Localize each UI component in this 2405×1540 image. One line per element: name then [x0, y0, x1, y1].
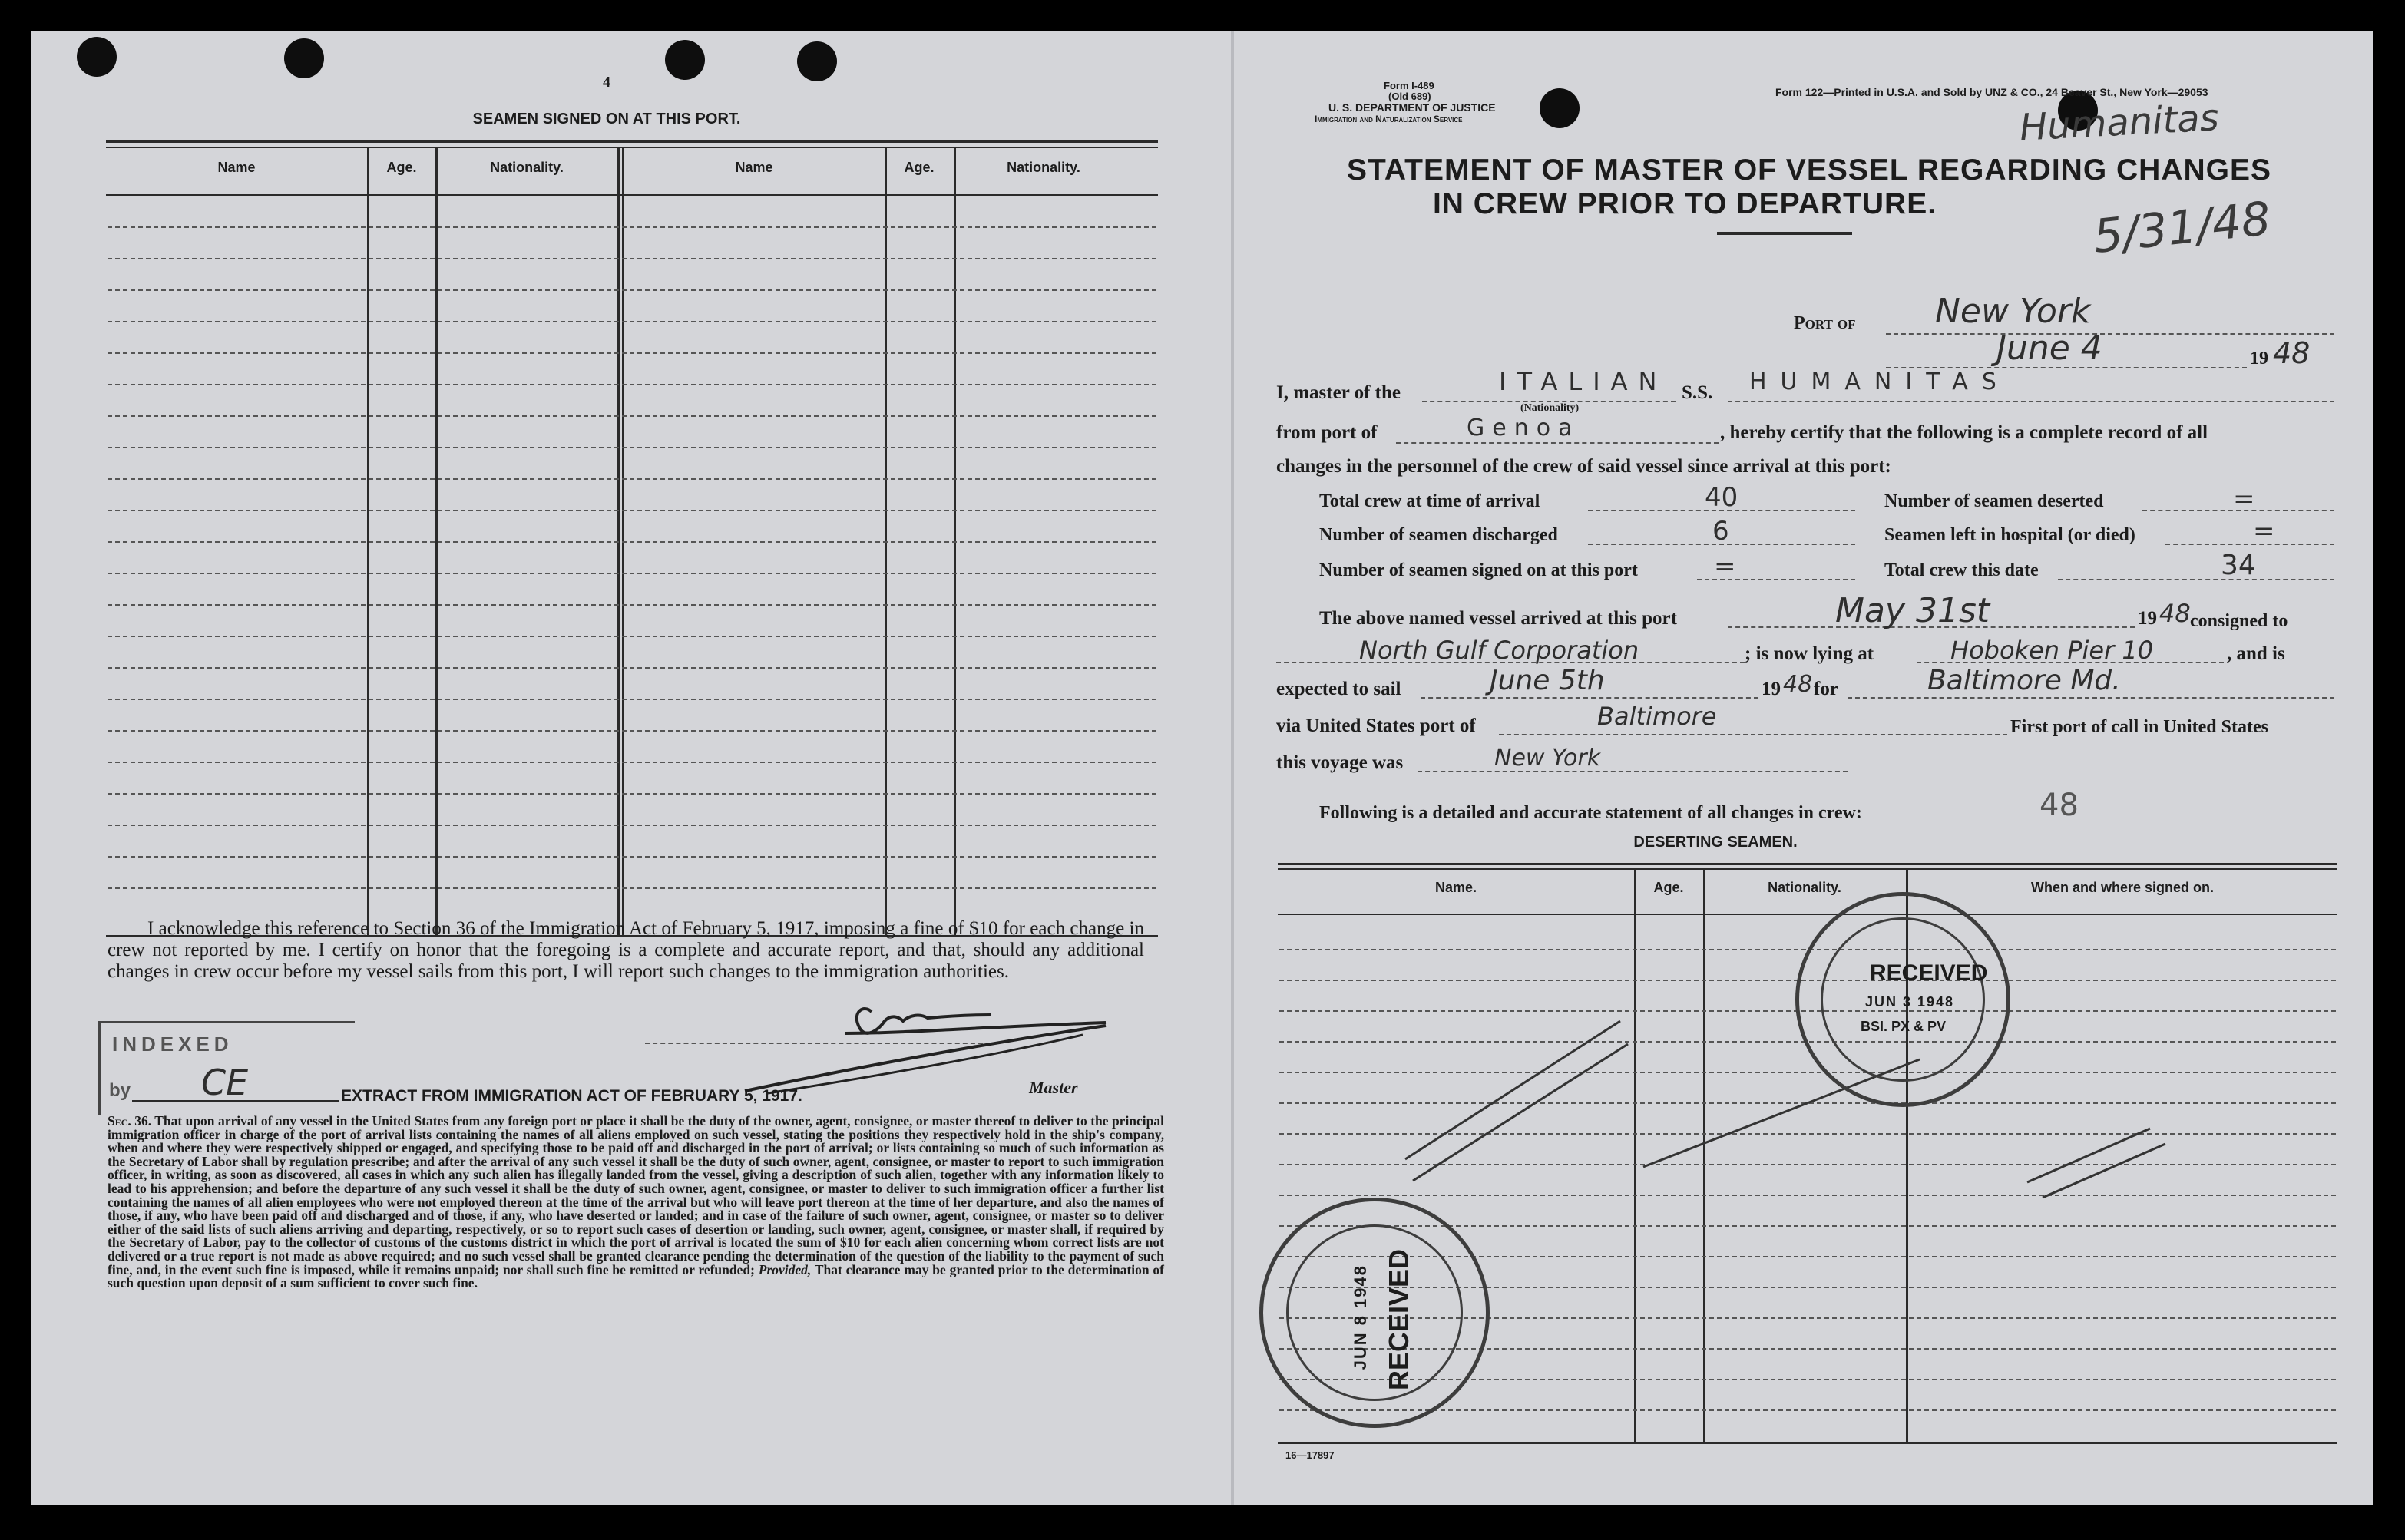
service-name: Immigration and Naturalization Service [1315, 114, 1463, 124]
table-row[interactable] [108, 321, 1156, 322]
expected-line [1421, 697, 1758, 699]
total-crew-value: 40 [1705, 482, 1738, 513]
table-row[interactable] [108, 258, 1156, 259]
deserted-value: = [2233, 484, 2255, 514]
total-crew-label: Total crew at time of arrival [1319, 491, 1540, 511]
extract-section: Sec. 36. [108, 1113, 152, 1129]
total-date-line [2058, 579, 2334, 580]
nationality-value: ITALIAN [1499, 367, 1668, 396]
table-row[interactable] [108, 573, 1156, 574]
extract-provided: Provided, [758, 1261, 812, 1277]
indexed-by-label: by [109, 1080, 131, 1101]
signed-on-value: = [1714, 551, 1736, 582]
table-row[interactable] [108, 510, 1156, 511]
page-number: 4 [603, 74, 610, 91]
via-label: via United States port of [1276, 715, 1476, 736]
port-line [1886, 333, 2334, 335]
signed-on-label: Number of seamen signed on at this port [1319, 560, 1638, 580]
received-stamp-text: RECEIVED [1870, 960, 1988, 986]
table-row[interactable] [108, 887, 1156, 889]
arrived-year-prefix: 19 [2138, 608, 2157, 629]
sail-year-prefix: 19 [1762, 679, 1781, 699]
column-header-age: Age. [904, 160, 935, 175]
destination-value: Baltimore Md. [1927, 665, 2121, 696]
indexed-stamp-text: INDEXED [112, 1033, 233, 1056]
indexed-stamp [98, 1021, 355, 1115]
date-value: June 4 [1996, 329, 2102, 368]
destination-line [1848, 697, 2334, 699]
column-header-age: Age. [386, 160, 417, 175]
form-title-line2: IN CREW PRIOR TO DEPARTURE. [1432, 187, 1937, 220]
table-top-rule [106, 147, 1158, 148]
from-port-label: from port of [1276, 422, 1378, 443]
ss-label: S.S. [1682, 382, 1713, 403]
certify-text: , hereby certify that the following is a complete record of all [1720, 422, 2208, 443]
acknowledgement-text: I acknowledge this reference to Section 36 of the Immigration Act of February 5, 1917, imposing a fine of $10 for each change in crew not reported by me. I certify on honor that the foregoing is a complete and accurate report, and that, should any additional changes in crew occur before my vessel sails from this port, I will report such changes to the immigration authorities. [108, 918, 1144, 982]
column-header-nationality: Nationality. [1007, 160, 1080, 175]
signature-line [645, 1043, 983, 1044]
column-header-name: Name [217, 160, 256, 175]
total-date-value: 34 [2221, 550, 2256, 581]
deserting-table-bottom-rule [1278, 1442, 2337, 1444]
table-row[interactable] [108, 793, 1156, 795]
table-row[interactable] [108, 289, 1156, 291]
extract-tail: That clearance may be granted prior to the determination of such question upon deposit of a sum sufficient to cover such fine. [108, 1261, 1165, 1291]
received-stamp-date: JUN 3 1948 [1865, 994, 1955, 1010]
table-row[interactable] [108, 541, 1156, 543]
arrived-value: May 31st [1835, 591, 1990, 630]
expected-value: June 5th [1490, 665, 1605, 696]
indexed-by-initials: CE [201, 1062, 249, 1103]
title-underline [1717, 232, 1852, 235]
arrived-year: 48 [2159, 599, 2191, 628]
received-stamp [1795, 892, 2010, 1107]
table-row[interactable] [108, 699, 1156, 700]
table-top-rule [106, 140, 1158, 143]
table-row[interactable] [108, 447, 1156, 448]
column-header-name: Name [735, 160, 773, 175]
date-year: 48 [2273, 336, 2311, 370]
lying-value: Hoboken Pier 10 [1950, 636, 2154, 665]
table-row[interactable] [108, 636, 1156, 637]
form-title-line1: STATEMENT OF MASTER OF VESSEL REGARDING CHANGES [1346, 154, 2272, 187]
table-row[interactable] [108, 226, 1156, 228]
signed-on-title: SEAMEN SIGNED ON AT THIS PORT. [472, 111, 741, 127]
hospital-label: Seamen left in hospital (or died) [1884, 525, 2135, 545]
deserting-table-top-rule [1278, 868, 2337, 870]
lying-label: ; is now lying at [1745, 643, 1874, 664]
received-stamp-2-text: RECEIVED [1383, 1249, 1414, 1391]
voyage-value: New York [1494, 745, 1601, 772]
deserting-header-signed-on: When and where signed on. [2030, 880, 2215, 895]
table-row[interactable] [108, 478, 1156, 480]
table-row[interactable] [108, 762, 1156, 763]
punch-hole [284, 38, 324, 78]
master-of-label: I, master of the [1276, 382, 1401, 403]
date-year-prefix: 19 [2250, 349, 2268, 368]
for-label: for [1814, 679, 1838, 699]
table-row[interactable] [108, 825, 1156, 826]
received-stamp-2-date: JUN 8 1948 [1351, 1264, 1370, 1370]
discharged-value: 6 [1712, 516, 1729, 547]
sail-year: 48 [1783, 671, 1813, 698]
voyage-line [1418, 771, 1848, 772]
discharged-label: Number of seamen discharged [1319, 525, 1558, 545]
port-of-label: Port of [1794, 313, 1856, 333]
extract-text: That upon arrival of any vessel in the United States from any foreign port or place it shall be the duty of the owner, agent, consignee, or master thereof to deliver to the principal immigration officer in charge of the port of arrival lists containing the names of all aliens employed on such vessel, stating the positions they respectively hold in the ship's company, when and where they were respectively shipped or engaged, and specifying those to be paid off and discharged in the port of arrival; or lists containing so much of such information as the Secretary of Labor shall by regulation prescribe; and after the arrival of any such vessel it shall be the duty of such owner, agent, consignee, or master to report to such immigration officer, in writing, as soon as discovered, all cases in which any such alien has illegally landed from the vessel, giving a description of such alien, together with any information likely to lead to his apprehension; and before the departure of any such vessel it shall be the duty of such owner, agent, consignee, or master to deliver to such immigration officer a further list containing the names of all alien employees who were not employed thereon at the time of the arrival but who will leave port thereon at the time of her departure, and also the names of those, if any, who have been paid off and discharged and of those, if any, who have deserted or landed; and in case of the failure of such owner, agent, consignee, or master so to deliver either of the said lists of such aliens arriving and departing, respectively, or so to report such cases of desertion or landing, such owner, agent, consignee, or master shall, if required by the Secretary of Labor, pay to the collector of customs of the customs district in which the port of arrival is located the sum of $10 for each alien concerning whom correct lists are not delivered or a true report is not made as above required; and no such vessel shall be granted clearance pending the determination of the question of the liability to the payment of such fine, and, in the event such fine is imposed, while it remains unpaid; nor shall such fine be remitted or refunded; [108, 1113, 1165, 1277]
ship-name-line [1728, 401, 2334, 402]
department-name: U. S. DEPARTMENT OF JUSTICE [1328, 101, 1496, 114]
table-row[interactable] [108, 352, 1156, 354]
arrived-label: The above named vessel arrived at this port [1319, 608, 1677, 629]
handwritten-vessel-name: Humanitas [2018, 96, 2220, 150]
punch-hole [77, 37, 117, 77]
changes-text: changes in the personnel of the crew of said vessel since arrival at this port: [1276, 456, 1891, 477]
deserting-title: DESERTING SEAMEN. [1633, 834, 1798, 851]
consignee-value: North Gulf Corporation [1359, 636, 1639, 665]
via-value: Baltimore [1597, 702, 1717, 731]
deserting-header-nationality: Nationality. [1768, 880, 1841, 895]
table-row[interactable] [108, 667, 1156, 669]
deserted-label: Number of seamen deserted [1884, 491, 2104, 511]
consigned-label: consigned to [2190, 611, 2288, 631]
expected-label: expected to sail [1276, 679, 1401, 699]
punch-hole [1540, 88, 1580, 128]
deserting-table-top-rule [1278, 863, 2337, 865]
master-label: Master [1029, 1078, 1078, 1097]
table-row[interactable] [108, 384, 1156, 385]
first-port-label: First port of call in United States [2010, 717, 2268, 737]
voyage-label: this voyage was [1276, 752, 1404, 773]
form-old-number: (Old 689) [1388, 91, 1431, 102]
hospital-value: = [2253, 516, 2275, 547]
table-row[interactable] [108, 730, 1156, 732]
and-is-text: , and is [2227, 643, 2285, 664]
extract-title: EXTRACT FROM IMMIGRATION ACT OF FEBRUARY 5, 1917. [341, 1087, 802, 1105]
ship-name: HUMANITAS [1749, 368, 2010, 395]
from-port-value: Genoa [1467, 415, 1580, 441]
deserting-header-name: Name. [1434, 880, 1477, 895]
page-fold [1231, 31, 1234, 1505]
following-text: Following is a detailed and accurate statement of all changes in crew: [1319, 803, 1862, 823]
printer-line: Form 122—Printed in U.S.A. and Sold by UNZ & CO., 24 Beaver St., New York—29053 [1775, 86, 2208, 98]
total-date-label: Total crew this date [1884, 560, 2039, 580]
form-number: Form I-489 [1384, 80, 1434, 91]
document-sheet [31, 31, 2373, 1505]
from-port-line [1396, 442, 1719, 444]
nationality-caption: (Nationality) [1520, 402, 1580, 414]
deserting-header-age: Age. [1653, 880, 1684, 895]
column-header-nationality: Nationality. [490, 160, 564, 175]
table-row[interactable] [1279, 1409, 2336, 1411]
received-stamp-2 [1259, 1198, 1490, 1428]
footer-code: 16—17897 [1285, 1449, 1335, 1461]
handwritten-date: 5/31/48 [2090, 192, 2274, 264]
indexed-by-line [132, 1100, 339, 1102]
table-row[interactable] [108, 604, 1156, 606]
extract-body [108, 1115, 1164, 1290]
port-value: New York [1935, 292, 2091, 331]
deserting-header-rule [1278, 914, 2337, 915]
table-row[interactable] [108, 415, 1156, 417]
hospital-line [2165, 544, 2334, 545]
via-line [1499, 734, 2007, 735]
table-row[interactable] [108, 856, 1156, 858]
following-mark: 48 [2039, 788, 2079, 823]
header-rule [106, 194, 1158, 196]
received-stamp-office: BSI. PX & PV [1861, 1019, 1947, 1034]
